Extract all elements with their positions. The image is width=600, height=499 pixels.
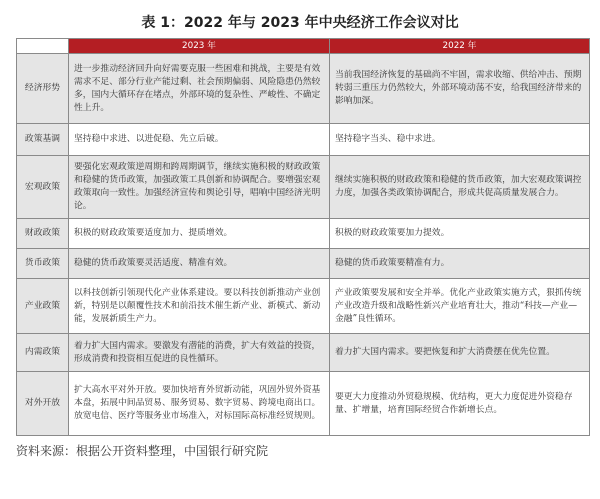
cell-2023: 坚持稳中求进、以进促稳、先立后破。 xyxy=(69,124,330,156)
cell-2022: 着力扩大国内需求。要把恢复和扩大消费摆在优先位置。 xyxy=(330,334,590,372)
cell-2023: 着力扩大国内需求。要激发有潜能的消费，扩大有效益的投资，形成消费和投资相互促进的良性循环。 xyxy=(69,334,330,372)
table-row xyxy=(17,334,590,372)
cell-2022: 要更大力度推动外贸稳规模、优结构，更大力度促进外资稳存量、扩增量，培育国际经贸合作新增长点。 xyxy=(330,372,590,436)
cell-2023: 积极的财政政策要适度加力、提质增效。 xyxy=(69,219,330,249)
header-2022: 2022 年 xyxy=(330,39,590,54)
row-category: 对外开放 xyxy=(17,372,69,436)
table-row xyxy=(17,156,590,219)
table-title: 表 1：2022 年与 2023 年中央经济工作会议对比 xyxy=(141,15,459,31)
row-category: 货币政策 xyxy=(17,249,69,279)
cell-2023: 扩大高水平对外开放。要加快培育外贸新动能，巩固外贸外资基本盘，拓展中间品贸易、服务贸易、数字贸易、跨境电商出口。放宽电信、医疗等服务业市场准入，对标国际高标准经贸规则。 xyxy=(69,372,330,436)
cell-2022: 坚持稳字当头、稳中求进。 xyxy=(330,124,590,156)
comparison-table xyxy=(16,38,590,436)
row-category: 产业政策 xyxy=(17,279,69,334)
cell-2022: 稳健的货币政策要精准有力。 xyxy=(330,249,590,279)
table-row xyxy=(17,249,590,279)
header-2023: 2023 年 xyxy=(69,39,330,54)
table-row xyxy=(17,219,590,249)
cell-2023: 稳健的货币政策要灵活适度、精准有效。 xyxy=(69,249,330,279)
row-category: 内需政策 xyxy=(17,334,69,372)
cell-2022: 当前我国经济恢复的基础尚不牢固，需求收缩、供给冲击、预期转弱三重压力仍然较大，外部环境动荡不安，给我国经济带来的影响加深。 xyxy=(330,54,590,124)
source-note: 资料来源：根据公开资料整理，中国银行研究院 xyxy=(16,444,269,458)
table-row xyxy=(17,279,590,334)
header-category-cell xyxy=(17,39,69,54)
row-category: 政策基调 xyxy=(17,124,69,156)
row-category: 财政政策 xyxy=(17,219,69,249)
cell-2022: 产业政策要发展和安全并举。优化产业政策实施方式，狠抓传统产业改造升级和战略性新兴产业培育壮大，推动“科技—产业—金融”良性循环。 xyxy=(330,279,590,334)
table-header-row xyxy=(17,39,590,54)
cell-2022: 积极的财政政策要加力提效。 xyxy=(330,219,590,249)
table-row xyxy=(17,372,590,436)
cell-2022: 继续实施积极的财政政策和稳健的货币政策，加大宏观政策调控力度，加强各类政策协调配合，形成共促高质量发展合力。 xyxy=(330,156,590,219)
table-row xyxy=(17,124,590,156)
cell-2023: 进一步推动经济回升向好需要克服一些困难和挑战，主要是有效需求不足、部分行业产能过剩、社会预期偏弱、风险隐患仍然较多，国内大循环存在堵点，外部环境的复杂性、严峻性、不确定性上升。 xyxy=(69,54,330,124)
table-row xyxy=(17,54,590,124)
row-category: 宏观政策 xyxy=(17,156,69,219)
cell-2023: 以科技创新引领现代化产业体系建设。要以科技创新推动产业创新，特别是以颠覆性技术和前沿技术催生新产业、新模式、新动能，发展新质生产力。 xyxy=(69,279,330,334)
row-category: 经济形势 xyxy=(17,54,69,124)
cell-2023: 要强化宏观政策逆周期和跨周期调节，继续实施积极的财政政策和稳健的货币政策，加强政策工具创新和协调配合。要增强宏观政策取向一致性。加强经济宣传和舆论引导，唱响中国经济光明论。 xyxy=(69,156,330,219)
